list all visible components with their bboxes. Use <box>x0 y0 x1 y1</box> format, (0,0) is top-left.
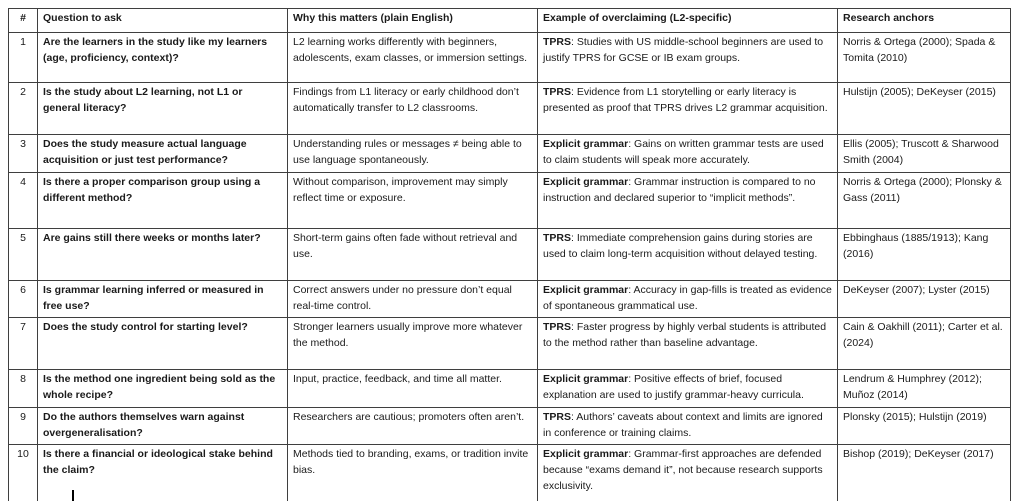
cell-anchors: Plonsky (2015); Hulstijn (2019) <box>838 407 1011 444</box>
cell-example <box>538 317 838 369</box>
table-row <box>9 173 1011 229</box>
col-header-question: Question to ask <box>38 9 288 33</box>
table-row <box>9 369 1011 407</box>
example-method-term: TPRS <box>543 232 572 244</box>
example-text: : Immediate comprehension gains during stories are used to claim long-term acquisition without delayed testing. <box>543 232 818 261</box>
table-row <box>9 33 1011 83</box>
example-text: : Gains on written grammar tests are used to claim students will speak more accurately. <box>543 138 824 167</box>
table-row <box>9 229 1011 281</box>
example-method-term: Explicit grammar <box>543 447 629 460</box>
table-header-row <box>9 9 1011 33</box>
example-method-term: TPRS <box>543 320 572 333</box>
table-row <box>9 135 1011 173</box>
cell-anchors: Hulstijn (2005); DeKeyser (2015) <box>838 83 1011 135</box>
cell-number: 5 <box>9 229 38 281</box>
col-header-number: # <box>9 9 38 33</box>
cell-why: Methods tied to branding, exams, or tradition invite bias. <box>288 444 538 501</box>
example-text: : Studies with US middle-school beginners are used to justify TPRS for GCSE or IB exam groups. <box>543 36 824 65</box>
example-method-term: Explicit grammar <box>543 138 629 150</box>
cell-question: Does the study control for starting level? <box>38 317 288 369</box>
cell-number: 2 <box>9 83 38 135</box>
cell-number: 4 <box>9 173 38 229</box>
cell-example <box>538 281 838 318</box>
cell-number: 9 <box>9 407 38 444</box>
table-row <box>9 407 1011 444</box>
cell-why: Understanding rules or messages ≠ being able to use language spontaneously. <box>288 135 538 173</box>
cell-number: 10 <box>9 444 38 501</box>
cell-example <box>538 369 838 407</box>
cell-why: Correct answers under no pressure don’t equal real-time control. <box>288 281 538 318</box>
cell-example <box>538 229 838 281</box>
example-method-term: Explicit grammar <box>543 176 629 188</box>
cell-why: Findings from L1 literacy or early childhood don’t automatically transfer to L2 classrooms. <box>288 83 538 135</box>
evaluation-questions-table <box>8 8 1011 501</box>
example-text: : Authors’ caveats about context and limits are ignored in conference or training claims. <box>543 410 823 440</box>
cell-number: 8 <box>9 369 38 407</box>
cell-question: Is the study about L2 learning, not L1 or general literacy? <box>38 83 288 135</box>
text-cursor <box>72 490 74 501</box>
cell-question: Are the learners in the study like my learners (age, proficiency, context)? <box>38 33 288 83</box>
cell-example <box>538 83 838 135</box>
cell-example <box>538 33 838 83</box>
table-row <box>9 83 1011 135</box>
example-method-term: Explicit grammar <box>543 372 629 385</box>
example-text: : Accuracy in gap-fills is treated as evidence of spontaneous grammatical use. <box>543 284 832 313</box>
cell-question: Is grammar learning inferred or measured in free use? <box>38 281 288 318</box>
cell-question: Are gains still there weeks or months later? <box>38 229 288 281</box>
cell-anchors: Ebbinghaus (1885/1913); Kang (2016) <box>838 229 1011 281</box>
example-text: : Faster progress by highly verbal students is attributed to the method rather than baseline advantage. <box>543 320 827 350</box>
cell-number: 6 <box>9 281 38 318</box>
example-text: : Grammar-first approaches are defended because “exams demand it”, not because research supports exclusivity. <box>543 447 823 493</box>
cell-anchors: Bishop (2019); DeKeyser (2017) <box>838 444 1011 501</box>
cell-question: Is the method one ingredient being sold as the whole recipe? <box>38 369 288 407</box>
col-header-why: Why this matters (plain English) <box>288 9 538 33</box>
cell-question: Do the authors themselves warn against overgeneralisation? <box>38 407 288 444</box>
table-row <box>9 444 1011 501</box>
col-header-example: Example of overclaiming (L2-specific) <box>538 9 838 33</box>
cell-why: Short-term gains often fade without retrieval and use. <box>288 229 538 281</box>
cell-question: Does the study measure actual language acquisition or just test performance? <box>38 135 288 173</box>
cell-question: Is there a financial or ideological stake behind the claim? <box>38 444 288 501</box>
cell-anchors: Norris & Ortega (2000); Spada & Tomita (2010) <box>838 33 1011 83</box>
cell-why: Without comparison, improvement may simply reflect time or exposure. <box>288 173 538 229</box>
table-row <box>9 317 1011 369</box>
cell-anchors: Lendrum & Humphrey (2012); Muñoz (2014) <box>838 369 1011 407</box>
cell-why: Stronger learners usually improve more whatever the method. <box>288 317 538 369</box>
cell-anchors: Cain & Oakhill (2011); Carter et al. (2024) <box>838 317 1011 369</box>
cell-example <box>538 173 838 229</box>
cell-number: 1 <box>9 33 38 83</box>
cell-example <box>538 444 838 501</box>
cell-anchors: Ellis (2005); Truscott & Sharwood Smith (2004) <box>838 135 1011 173</box>
example-method-term: TPRS <box>543 36 572 48</box>
example-method-term: TPRS <box>543 410 572 423</box>
cell-number: 7 <box>9 317 38 369</box>
table-row <box>9 281 1011 318</box>
example-method-term: Explicit grammar <box>543 284 629 296</box>
example-method-term: TPRS <box>543 86 572 98</box>
cell-why: L2 learning works differently with beginners, adolescents, exam classes, or immersion settings. <box>288 33 538 83</box>
example-text: : Grammar instruction is compared to no instruction and declared superior to “implicit methods”. <box>543 176 816 205</box>
cell-why: Input, practice, feedback, and time all matter. <box>288 369 538 407</box>
cell-anchors: Norris & Ortega (2000); Plonsky & Gass (2011) <box>838 173 1011 229</box>
cell-number: 3 <box>9 135 38 173</box>
cell-question: Is there a proper comparison group using a different method? <box>38 173 288 229</box>
cell-why: Researchers are cautious; promoters often aren’t. <box>288 407 538 444</box>
cell-example <box>538 407 838 444</box>
col-header-anchors: Research anchors <box>838 9 1011 33</box>
example-text: : Evidence from L1 storytelling or early literacy is presented as proof that TPRS drives L2 grammar acquisition. <box>543 86 828 115</box>
cell-example <box>538 135 838 173</box>
cell-anchors: DeKeyser (2007); Lyster (2015) <box>838 281 1011 318</box>
example-text: : Positive effects of brief, focused explanation are used to justify grammar-heavy curricula. <box>543 372 804 402</box>
